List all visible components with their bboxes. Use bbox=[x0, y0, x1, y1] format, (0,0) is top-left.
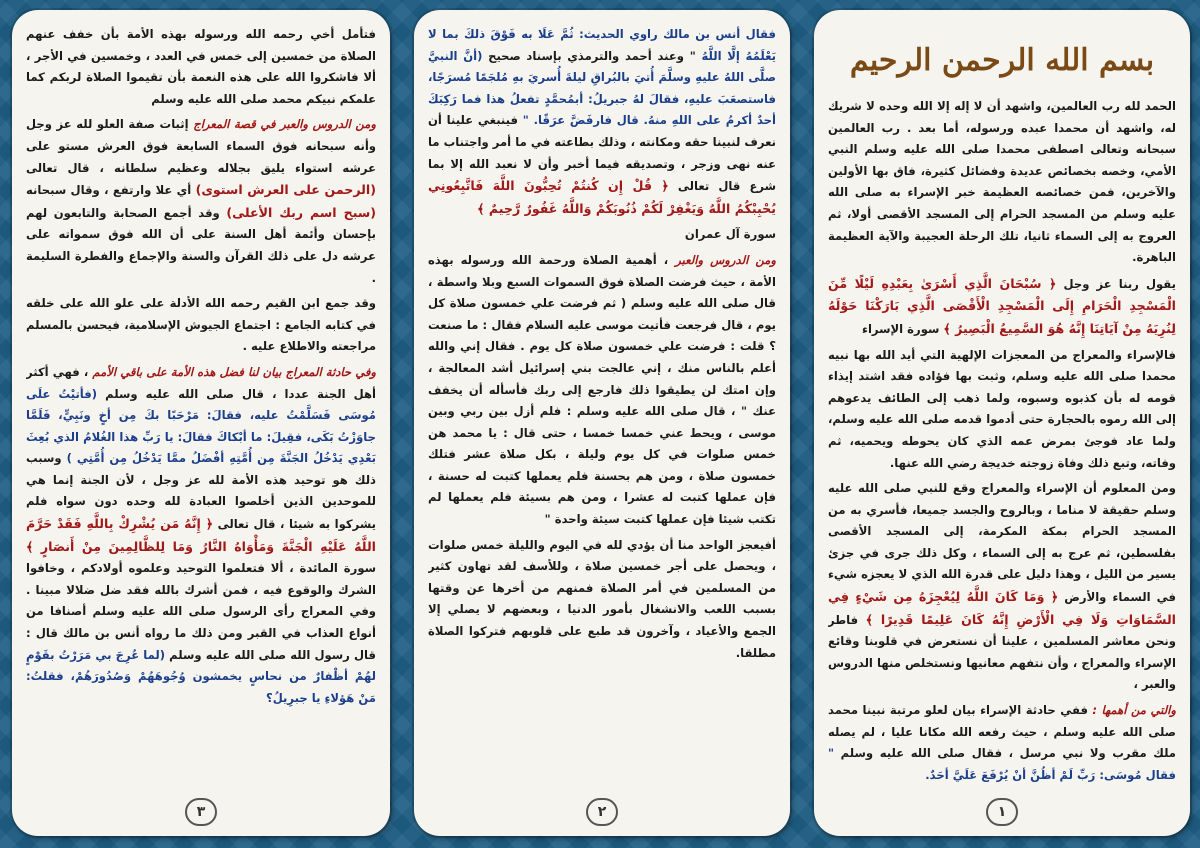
anas-intro: فقال أنس بن مالك راوي الحديث: bbox=[579, 27, 776, 41]
quran-verse-imran: ﴿ قُلْ إِن كُنتُمْ تُحِبُّونَ اللَّهَ فَاتَّبِعُونِي يُحْبِبْكُمُ اللَّهُ وَيَغْفِرْ لَكُمْ ذُنُوبَكُمْ وَاللَّهُ غَفُورٌ رَّحِيمٌ ﴾ bbox=[428, 178, 776, 216]
page-3-text bbox=[26, 24, 376, 709]
gratitude-paragraph: فتأمل أخي رحمه الله ورسوله بهذه الأمة بأن خفف عنهم الصلاة من خمسين إلى خمس في العدد ، وخمسين في الأجر ، ألا فاشكروا الله على هذه النعمة بأن تقيموا الصلاة لربكم كما علمكم نبيكم محمد صلى الله عليه وسلم bbox=[26, 27, 376, 106]
lessons-heading: والتي من أهمها : bbox=[1092, 703, 1176, 718]
punishment-text: ، ألا فتعلموا التوحيد وعلموه أولادكم ، وخافوا الشرك والوقوع فيه ، فمن أشرك بالله فقد ضل ضلالا مبينا . وفي المعراج رأى الرسول صلى الله عليه وسلم أصنافا من أنواع العذاب في القبر ومن ذلك ما رواه أنس بن مالك قال : قال رسول الله صلى الله عليه وسلم bbox=[26, 561, 376, 662]
ummah-heading: وفي حادثة المعراج بيان لنا فضل هذه الأمة على باقي الأمم bbox=[92, 364, 376, 379]
lessons-paragraph bbox=[828, 700, 1176, 786]
page-1-text bbox=[828, 96, 1176, 786]
ibn-qayyim-paragraph: وقد جمع ابن القيم رحمه الله الأدلة على علو الله على خلقه في كتابه الجامع : اجتماع الجيوش الإسلامية، فيحسن بالمسلم مراجعته والاطلاع عليه . bbox=[26, 296, 376, 354]
buraq-hadith: (أنَّ النبيَّ صلَّى اللهُ عليهِ وسلَّمَ أُتيَ بالبُراقِ ليلةَ أُسريَ بهِ مُلجَمًا مُسرَجًا، فاستصعَبَ عليهِ، فقالَ لهُ جبريلُ: أبمُحمَّدٍ تفعلُ هذا فما رَكِبَكَ أحدٌ أكرمُ على اللهِ منهُ. قال فارفَضَّ عرَقًا. " bbox=[428, 48, 776, 128]
page-content-1 bbox=[828, 24, 1176, 792]
verse-intro: يقول ربنا عز وجل bbox=[1063, 276, 1176, 291]
reality-text: ومن المعلوم أن الإسراء والمعراج وقع للنبي صلى الله عليه وسلم حقيقة لا مناما ، وبالروح والجسد جميعا، فأسري به من المسجد الحرام بمكة المكرمة، إلى المسجد الأقصى بفلسطين، ثم عرج به إلى السماء ، وكل ذلك جرى في جزئ يسير من الليل ، وهذا دليل على قدرة الله الذي لا يعجزه شيء في السماء والأرض bbox=[828, 481, 1176, 605]
page-panel-2 bbox=[414, 10, 790, 836]
verse-reference: سورة الإسراء bbox=[862, 321, 940, 336]
quran-verse-ala: (سبح اسم ربك الأعلى) bbox=[226, 204, 376, 220]
prayer-paragraph bbox=[428, 250, 776, 531]
miracle-paragraph: فالإسراء والمعراج من المعجزات الإلهية التي أيد الله بها نبيه محمدا صلى الله عليه وسلم، وثبت بها فؤاده فقد اشتد إيذاء قومه له بأن كذبوه وسبوه، ولما ذهب إلى الطائف يدعوهم إلى الله رموه بالحجارة حتى أدموا قدمه صلى الله عليه وسلم، ولما عاد فوجئ بمرض عمه الذي كان يحوطه ويحميه، ثم وفاته، وتبع ذلك وفاة زوجته خديجة رضي الله عنها. bbox=[828, 347, 1176, 470]
moses-weeping-hadith: (فأتيْتُ علَى مُوسَى فَسَلَّمْتُ عليه، فقالَ: مَرْحَبًا بكَ مِن أخٍ ونَبِيٍّ، فَلَمَّا جاوَزْتُ بَكَى، فقِيلَ: ما أبْكاكَ فقالَ: يا رَبِّ هذا الغُلامُ الذي بُعِثَ بَعْدِي يَدْخُلُ الجَنَّةَ مِن أُمَّتِهِ أفْضَلُ ممَّا يَدْخُلُ مِن أُمَّتِي ) bbox=[26, 386, 376, 466]
reality-paragraph bbox=[828, 478, 1176, 696]
page-number-1: ١ bbox=[986, 798, 1018, 826]
ahmad-intro: " وعند أحمد والترمذي بإسناد صحيح bbox=[488, 48, 696, 63]
page-panel-3 bbox=[12, 10, 390, 836]
elevation-text: إثبات صفة العلو لله عز وجل وأنه سبحانه فوق السماء السابعة فوق العرش مستو على عرشه استواء يليق بجلاله وعظيم سلطانه ، قال تعالى bbox=[26, 117, 376, 175]
anas-paragraph bbox=[428, 24, 776, 220]
ummah-paragraph bbox=[26, 362, 376, 710]
prayer-text: ، أهمية الصلاة ورحمة الله ورسوله بهذه الأمة ، حيث فرضت الصلاة فوق السموات السبع وبلا واسطة ، قال صلى الله عليه وسلم bbox=[428, 252, 776, 311]
page-panel-1 bbox=[814, 10, 1190, 836]
page-number-2: ٢ bbox=[586, 798, 618, 826]
quran-verse-fatir: ﴿ وَمَا كَانَ اللَّهُ لِيُعْجِزَهُ مِن شَيْءٍ فِي السَّمَاوَاتِ وَلَا فِي الْأَرْضِ إِنَّهُ كَانَ عَلِيمًا قَدِيرًا ﴾ bbox=[828, 589, 1176, 627]
tawhid-text: وسبب ذلك هو توحيد هذه الأمة لله عز وجل ، لأن الجنة إنما هي للموحدين الذين أخلصوا العبادة لله وحده دون سواه فلم يشركوا به شيئا ، قال تعالى bbox=[26, 451, 376, 532]
elevation-text-c: وقد أجمع الصحابة والتابعون لهم بإحسان وأئمة أهل السنة على أن الله فوق سمواته على عرشه دل على ذلك القرآن والسنة والإجماع والفطرة السليمة . bbox=[26, 205, 376, 285]
negligence-paragraph: أفيعجز الواحد منا أن يؤدي لله في اليوم والليلة خمس صلوات ، ويحصل على أجر خمسين صلاة ، وللأسف لقد تهاون كثير من المسلمين في أمر الصلاة فمنهم من أخرها عن وقتها بسبب اللعب والانشغال بأمور الدنيا ، وبعضهم لا يصلي إلا الجمع والأعياد ، وآخرون قد طبع على قلوبهم فتركوا الصلاة مطلقا. bbox=[428, 537, 776, 660]
page-2-text bbox=[428, 24, 776, 664]
elevation-paragraph bbox=[26, 114, 376, 289]
reality-text-end: فاطر ونحن معاشر المسلمين ، علينا أن نستعرض في قلوبنا وقائع الإسراء والمعراج ، وأن نتفهم معانيها ونستخلص منها الدروس والعبر ، bbox=[828, 612, 1176, 692]
verse-paragraph bbox=[828, 273, 1176, 341]
page-number-3: ٣ bbox=[185, 798, 217, 826]
lessons-text: ففي حادثة الإسراء بيان لعلو مرتبة نبينا محمد صلى الله عليه وسلم ، حيث رفعه الله مكانا عليا ، لم يصله ملك مقرب ولا نبي مرسل ، فقال صلى الله عليه وسلم bbox=[828, 703, 1176, 761]
maidah-reference: سورة المائدة bbox=[299, 561, 376, 576]
quran-verse-maidah: ﴿ إِنَّهُ مَن يُشْرِكْ بِاللَّهِ فَقَدْ حَرَّمَ اللَّهُ عَلَيْهِ الْجَنَّةَ وَمَأْوَاهُ النَّارُ وَمَا لِلظَّالِمِينَ مِنْ أَنصَارٍ ﴾ bbox=[26, 516, 376, 554]
obedience-text: فينبغي علينا أن نعرف لنبينا حقه ومكانته ، وذلك بطاعته في ما أمر واجتناب ما عنه نهى وزجر ، وتصديقه فيما أخبر وأن لا نعبد الله إلا بما شرع قال تعالى bbox=[428, 113, 776, 194]
page-content-3 bbox=[26, 24, 376, 792]
moses-hadith: " فقال مُوسَى: رَبِّ لَمْ أظُنَّ أنْ يُرْفَعَ عَلَيَّ أحَدٌ. bbox=[828, 746, 1176, 782]
prayer-hadith: ( ثم فرضت علي خمسون صلاة كل يوم ، قال فرجعت فأتيت موسى عليه السلام فقال : ما صنعت ؟ قلت : فرضت علي خمسون صلاة كل يوم . فقال إني والله أعلم بالناس منك ، إني عالجت بني إسرائيل أشد المعالجة ، وإن امتك لن يطيقوا ذلك فارجع إلى ربك فأسأله أن يخفف عنك " ، قال صلى الله عليه وسلم : فلم أزل بين ربي وبين موسى ، ويحط عني خمسا خمسا ، حتى قال : يا محمد هن خمس صلوات في كل يوم وليلة ، بكل صلاة عشر فتلك خمسون صلاة ، ومن هم بحسنة فلم يعملها كتبت له حسنة ، فإن عملها كتبت له عشرا ، ومن هم بسيئة فلم يعملها لم تكتب شيئا فإن عملها كتبت سيئة واحدة " bbox=[428, 296, 776, 527]
page-content-2 bbox=[428, 24, 776, 792]
quran-verse-isra: ﴿ سُبْحَانَ الَّذِي أَسْرَىٰ بِعَبْدِهِ لَيْلًا مِّنَ الْمَسْجِدِ الْحَرَامِ إِلَى الْمَسْجِدِ الْأَقْصَى الَّذِي بَارَكْنَا حَوْلَهُ لِنُرِيَهُ مِنْ آيَاتِنَا إِنَّهُ هُوَ السَّمِيعُ الْبَصِيرُ ﴾ bbox=[828, 275, 1176, 336]
elevation-text-b: أي علا وارتفع ، وقال سبحانه bbox=[26, 183, 192, 198]
intro-paragraph: الحمد لله رب العالمين، واشهد أن لا إله إلا الله وحده لا شريك له، واشهد أن محمدا عبده ورسوله، أما بعد . رب العالمين سبحانه وتعالى اصطفى محمدا صلى الله عليه وسلم النبي الأمي، وخصه بخصائص عديدة وفضائل كثيرة، فاق بها الأولين والآخرين، فمن خصائصه العظيمة خبر الإسراء به صلى الله عليه وسلم من المسجد الحرام إلى المسجد الأقصى أولا، ثم العروج به إلى السماء ثانيا، تلك الرحلة العجيبة والآية العظيمة الباهرة. bbox=[828, 99, 1176, 265]
imran-reference: سورة آل عمران bbox=[684, 227, 776, 242]
ummah-text: ، فهي أكثر أهل الجنة عددا ، قال صلى الله عليه وسلم bbox=[26, 364, 376, 401]
basmala-calligraphy: بسم الله الرحمن الرحيم bbox=[849, 43, 1155, 78]
anas-hadith: ثُمَّ عَلَا به فَوْقَ ذلكَ بما لا يَعْلَمُهُ إلَّا اللَّهُ bbox=[428, 27, 776, 63]
elevation-heading: ومن الدروس والعبر في قصة المعراج bbox=[193, 117, 376, 132]
copper-nails-hadith: (لما عُرِجَ بي مَرَرْتُ بقَوْمٍ لهُمْ أظْفارٌ من نحاسٍ يخمشون وُجُوهَهُمْ وَصُدُورَهُمْ، فقلتُ: مَنْ هَؤلاءِ يا جبرِيلُ؟ bbox=[26, 647, 376, 705]
quran-verse-taha: (الرحمن على العرش استوى) bbox=[195, 182, 376, 198]
prayer-heading: ومن الدروس والعبر bbox=[675, 252, 776, 267]
